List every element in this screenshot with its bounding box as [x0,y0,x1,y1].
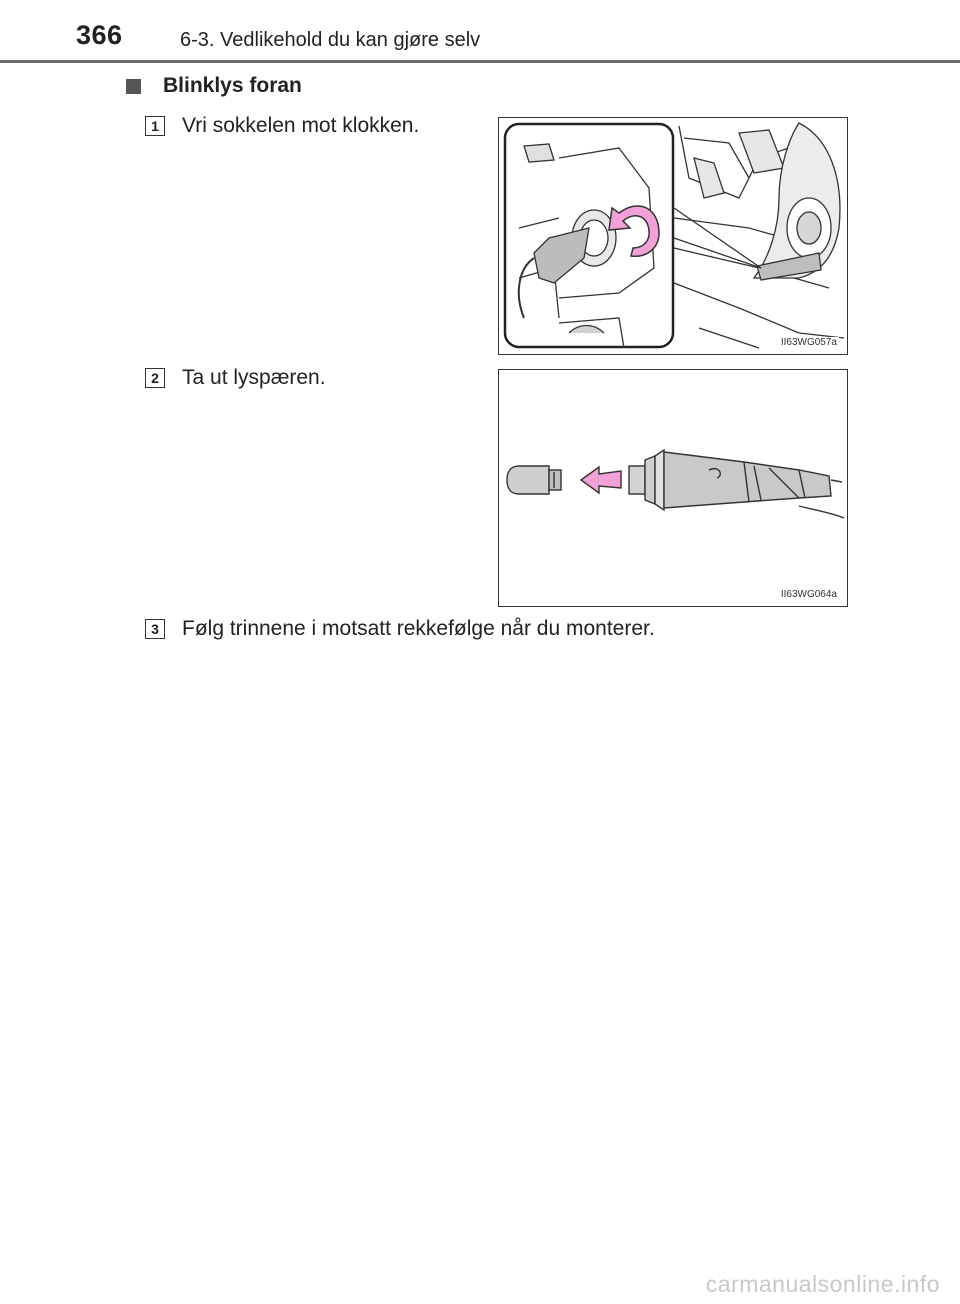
section-heading-text: Blinklys foran [163,74,302,97]
figure-remove-bulb [498,369,848,607]
section-heading [126,74,302,98]
left-arrow-icon [581,467,621,493]
step-number-2: 2 [145,368,165,388]
headlight-socket-illustration [499,118,846,353]
bulb-icon [507,466,549,494]
figure-rotate-socket [498,117,848,355]
header-divider [0,60,960,63]
watermark: carmanualsonline.info [705,1271,940,1297]
page-number: 366 [76,20,123,50]
square-bullet-icon [126,79,141,94]
step-text-3: Følg trinnene i motsatt rekkefølge når du monterer. [182,617,655,640]
step-text-2: Ta ut lyspæren. [182,366,326,389]
step-number-1: 1 [145,116,165,136]
figure-code-1: II63WG057a [780,337,837,348]
step-text-1: Vri sokkelen mot klokken. [182,114,420,137]
bulb-removal-illustration [499,370,846,605]
step-number-3: 3 [145,619,165,639]
section-title: 6-3. Vedlikehold du kan gjøre selv [180,29,481,51]
figure-code-2: II63WG064a [780,589,837,600]
